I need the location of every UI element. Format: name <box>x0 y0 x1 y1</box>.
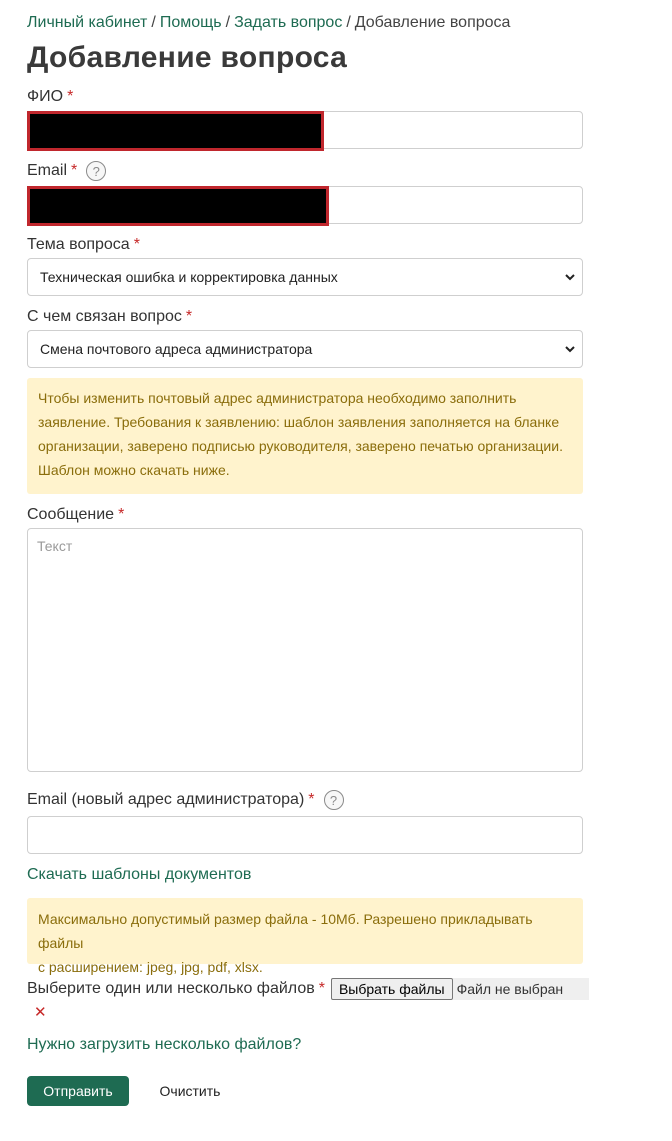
redacted-block <box>27 111 324 151</box>
breadcrumb-link-account[interactable]: Личный кабинет <box>27 14 148 31</box>
breadcrumb-link-ask-question[interactable]: Задать вопрос <box>234 14 343 31</box>
download-templates-link[interactable]: Скачать шаблоны документов <box>27 866 252 883</box>
required-mark: * <box>318 980 325 997</box>
choose-files-button[interactable]: Выбрать файлы <box>331 978 453 1000</box>
file-upload-label: Выберите один или несколько файлов <box>27 980 315 997</box>
question-circle-icon[interactable]: ? <box>86 161 106 181</box>
breadcrumb-separator: / <box>346 14 351 31</box>
page-title: Добавление вопроса <box>27 41 348 74</box>
close-icon[interactable]: ✕ <box>34 1004 47 1021</box>
topic-select-value: Техническая ошибка и корректировка данных <box>40 269 338 285</box>
required-mark: * <box>71 162 78 179</box>
required-mark: * <box>308 791 315 808</box>
topic-select[interactable] <box>27 258 583 296</box>
topic-label <box>27 236 140 254</box>
breadcrumb-separator: / <box>225 14 231 31</box>
email-input[interactable] <box>27 186 583 224</box>
required-mark: * <box>67 88 74 105</box>
breadcrumb-link-help[interactable]: Помощь <box>159 14 222 31</box>
notice-line: Максимально допустимый размер файла - 10Мб. Разрешено прикладывать файлы <box>38 911 533 951</box>
chevron-down-icon <box>564 271 576 283</box>
breadcrumb-separator: / <box>151 14 156 31</box>
multiple-files-link[interactable]: Нужно загрузить несколько файлов? <box>27 1036 302 1053</box>
subject-select-value: Смена почтового адреса администратора <box>40 341 313 357</box>
breadcrumb-current: Добавление вопроса <box>354 14 511 31</box>
clear-button[interactable]: Очистить <box>150 1076 230 1106</box>
message-label <box>27 506 124 524</box>
new-email-input[interactable] <box>27 816 583 854</box>
required-mark: * <box>185 308 193 325</box>
new-email-label-text: Email (новый адрес администратора) <box>27 791 305 808</box>
file-status: Файл не выбран <box>453 978 589 1000</box>
subject-label <box>27 308 192 326</box>
new-email-label <box>27 790 344 810</box>
notice-line: организации, заверено подписью руководителя, заверено печатью организации. <box>38 438 563 454</box>
redacted-block <box>27 186 329 226</box>
message-label-text: Сообщение <box>27 506 115 523</box>
template-info-notice <box>27 378 583 494</box>
subject-label-text: С чем связан вопрос <box>27 308 182 325</box>
message-placeholder: Текст <box>37 538 73 554</box>
notice-line: Шаблон можно скачать ниже. <box>38 462 230 478</box>
submit-button[interactable]: Отправить <box>27 1076 129 1106</box>
email-label <box>27 161 106 181</box>
topic-label-text: Тема вопроса <box>27 236 130 253</box>
file-upload-row <box>27 978 589 1000</box>
email-label-text: Email <box>27 162 68 179</box>
chevron-down-icon <box>564 343 576 355</box>
required-mark: * <box>133 236 140 253</box>
subject-select[interactable] <box>27 330 583 368</box>
notice-line: заявление. Требования к заявлению: шаблон заявления заполняется на бланке <box>38 414 560 430</box>
breadcrumb <box>27 14 510 32</box>
file-info-notice <box>27 898 583 975</box>
notice-line: Чтобы изменить почтовый адрес администратора необходимо заполнить <box>38 390 517 406</box>
fio-label <box>27 88 73 106</box>
message-textarea[interactable] <box>27 528 583 772</box>
fio-input[interactable] <box>27 111 583 149</box>
required-mark: * <box>118 506 125 523</box>
question-circle-icon[interactable]: ? <box>324 790 344 810</box>
notice-line: с расширением: jpeg, jpg, pdf, xlsx. <box>38 959 263 975</box>
fio-label-text: ФИО <box>27 88 64 105</box>
